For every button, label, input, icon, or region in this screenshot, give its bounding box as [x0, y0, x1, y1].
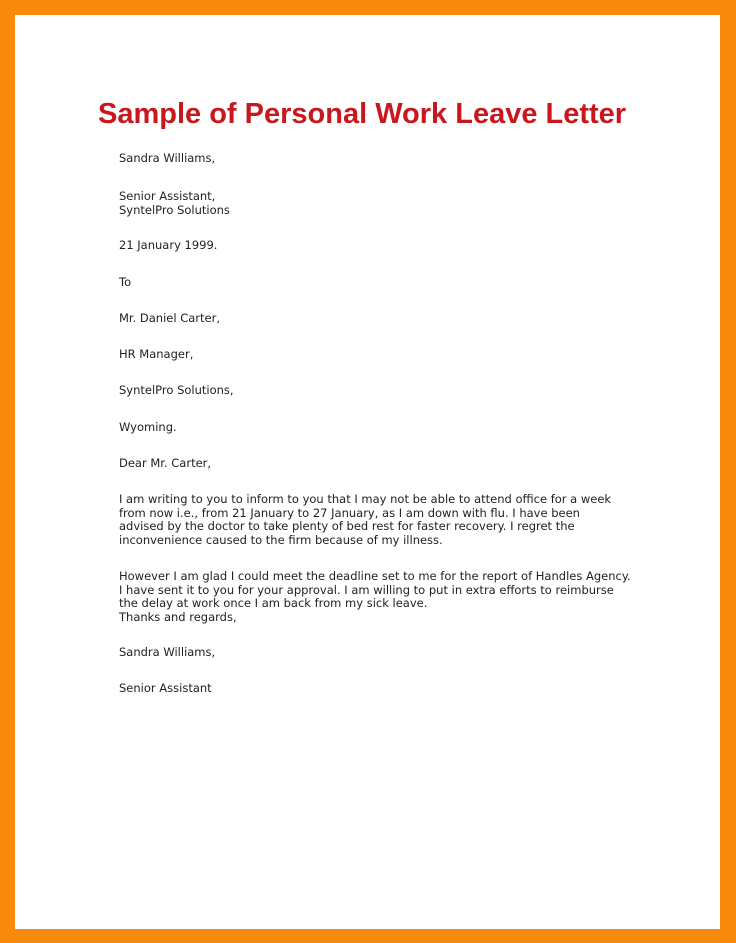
body-paragraph-1-line: I am writing to you to inform to you that I may not be able to attend office for a week	[119, 492, 612, 506]
sender-name: Sandra Williams,	[119, 151, 216, 165]
recipient-name: Mr. Daniel Carter,	[119, 311, 220, 325]
body-paragraph-1-line: advised by the doctor to take plenty of bed rest for faster recovery. I regret the	[119, 519, 575, 533]
sender-company: SyntelPro Solutions	[119, 202, 230, 217]
body-paragraph-2-line: However I am glad I could meet the deadline set to me for the report of Handles Agency.	[119, 569, 631, 583]
body-paragraph-2-line: the delay at work once I am back from my sick leave.	[119, 596, 428, 610]
closing: Thanks and regards,	[119, 609, 237, 624]
salutation: Dear Mr. Carter,	[119, 456, 212, 470]
page-title: Sample of Personal Work Leave Letter	[98, 98, 627, 130]
recipient-location: Wyoming.	[119, 420, 177, 434]
body-paragraph-1-line: from now i.e., from 21 January to 27 January, as I am down with flu. I have been	[119, 505, 580, 520]
signature-role: Senior Assistant	[119, 681, 212, 695]
recipient-company: SyntelPro Solutions,	[119, 383, 234, 397]
letter-date: 21 January 1999.	[119, 238, 218, 252]
body-paragraph-1-line: inconvenience caused to the firm because of my illness.	[119, 532, 443, 547]
recipient-role: HR Manager,	[119, 347, 194, 361]
signature-name: Sandra Williams,	[119, 645, 216, 659]
sender-role: Senior Assistant,	[119, 189, 216, 203]
to-label: To	[119, 275, 132, 289]
body-paragraph-2-line: I have sent it to you for your approval. I am willing to put in extra efforts to reimburse	[119, 582, 614, 597]
